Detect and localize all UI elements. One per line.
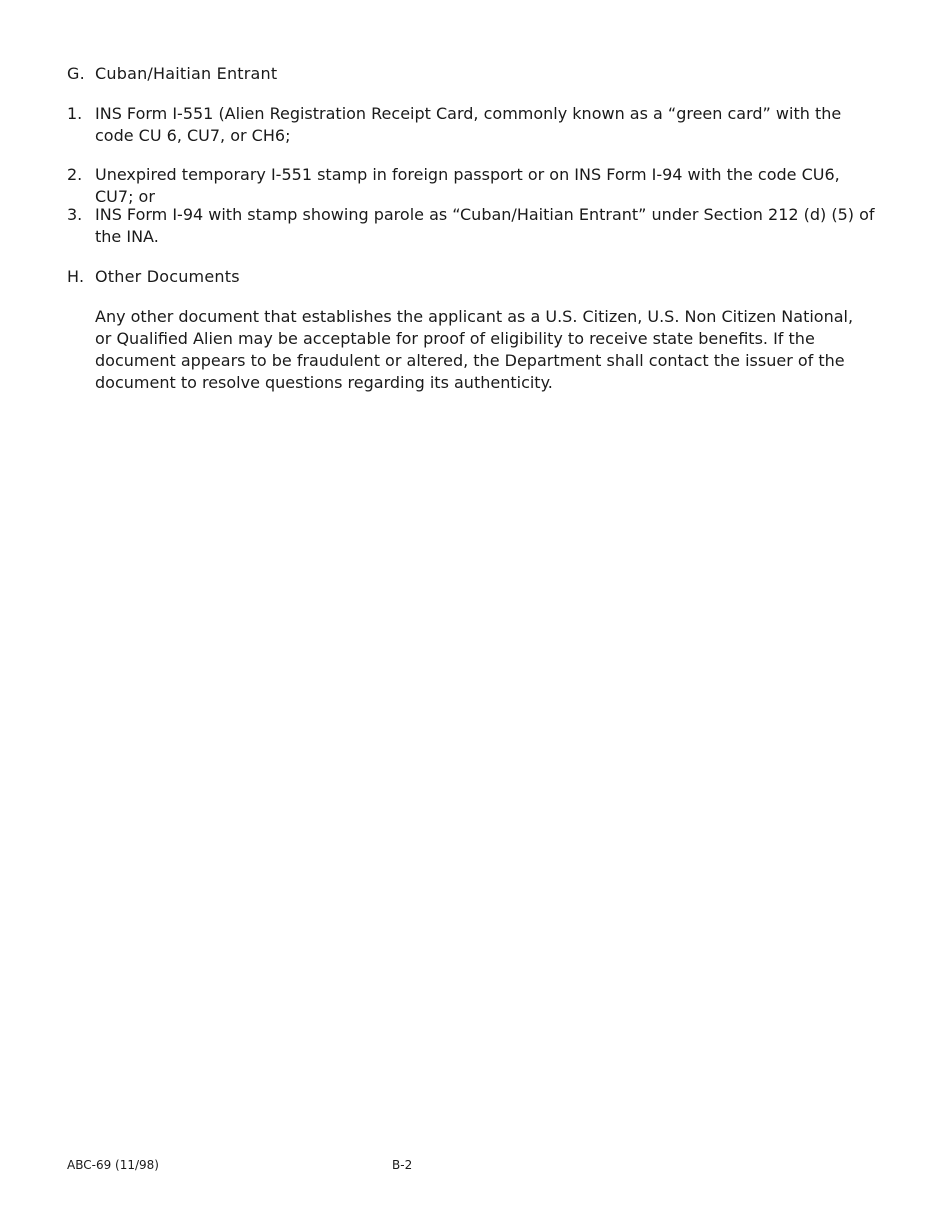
list-item-text: Unexpired temporary I-551 stamp in foreign passport or on INS Form I-94 with the code CU6, CU7; or — [95, 165, 840, 206]
list-item-number: 1. — [67, 104, 83, 123]
footer-page-number: B-2 — [392, 1158, 413, 1172]
footer-form-id: ABC-69 (11/98) — [67, 1158, 159, 1172]
section-h-marker: H. — [67, 267, 85, 286]
list-item — [67, 204, 877, 248]
list-item — [67, 164, 877, 208]
list-item-text: INS Form I-551 (Alien Registration Receipt Card, commonly known as a “green card” with the code CU 6, CU7, or CH6; — [95, 104, 842, 145]
list-item-text: INS Form I-94 with stamp showing parole as “Cuban/Haitian Entrant” under Section 212 (d) (5) of the INA. — [95, 205, 875, 246]
section-g-title: Cuban/Haitian Entrant — [95, 64, 278, 83]
section-h-heading — [67, 267, 240, 287]
section-h-paragraph: Any other document that establishes the applicant as a U.S. Citizen, U.S. Non Citizen National, or Qualified Alien may be acceptable for proof of eligibility to receive state benefits. If the document appears to be fraudulent or altered, the Department shall contact the issuer of the document to resolve questions regarding its authenticity. — [95, 307, 854, 392]
section-g-heading — [67, 64, 277, 84]
section-g-marker: G. — [67, 64, 85, 83]
list-item — [67, 103, 877, 147]
section-h-title: Other Documents — [95, 267, 240, 286]
list-item-number: 3. — [67, 205, 83, 224]
list-item-number: 2. — [67, 165, 83, 184]
